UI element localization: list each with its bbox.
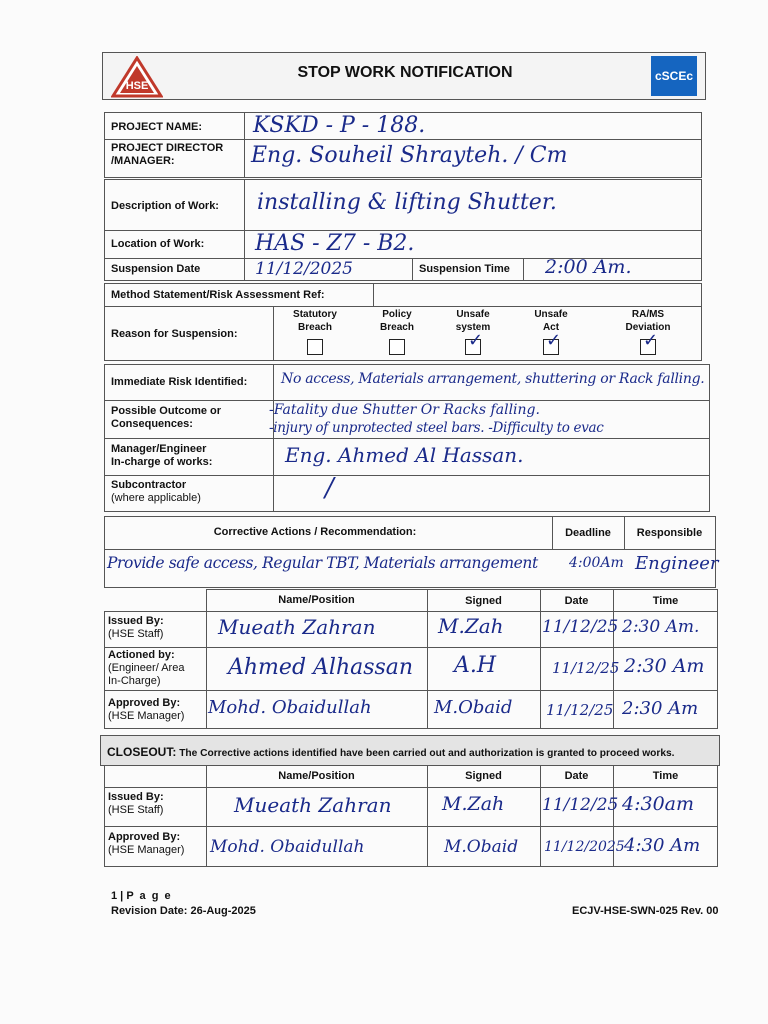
project-director-label: PROJECT DIRECTOR /MANAGER:: [111, 142, 224, 167]
closeout-col-date: Date: [564, 770, 589, 782]
col-time: Time: [652, 595, 679, 607]
outcome-value-1: -Fatality due Shutter Or Racks falling.: [269, 402, 540, 418]
responsible-header: Responsible: [636, 527, 703, 539]
check-mark-icon: ✓: [643, 330, 659, 351]
project-block: [104, 112, 702, 178]
header-bar: [102, 52, 706, 100]
location-value: HAS - Z7 - B2.: [255, 231, 415, 256]
statutory-checkbox[interactable]: [307, 339, 323, 355]
approved-by-name: Mohd. Obaidullah: [208, 697, 372, 718]
closeout-issued-by-name: Mueath Zahran: [234, 793, 392, 817]
policy-checkbox[interactable]: [389, 339, 405, 355]
closeout-approved-by-name: Mohd. Obaidullah: [210, 837, 365, 857]
description-value: installing & lifting Shutter.: [257, 190, 557, 215]
issued-by-label: Issued By: (HSE Staff): [108, 615, 164, 640]
closeout-issued-by-date: 11/12/25: [542, 795, 619, 815]
project-director-value: Eng. Souheil Shrayteh. / Cm: [251, 143, 568, 168]
corrective-responsible-value: Engineer: [635, 553, 719, 574]
hse-logo-text: HSE: [125, 80, 149, 92]
work-block: [104, 179, 702, 281]
project-name-value: KSKD - P - 188.: [253, 113, 426, 138]
subcontractor-value: /: [325, 473, 334, 503]
unsafe-system-checkbox[interactable]: [465, 330, 484, 355]
check-mark-icon: ✓: [546, 330, 562, 351]
outcome-label: Possible Outcome or Consequences:: [111, 405, 222, 430]
cscec-logo: [651, 56, 697, 96]
approved-by-time: 2:30 Am: [622, 698, 699, 719]
col-signed: Signed: [465, 595, 502, 607]
unsafe-act-checkbox[interactable]: [543, 330, 562, 355]
closeout-issued-by-label: Issued By: (HSE Staff): [108, 791, 164, 816]
closeout-approved-by-date: 11/12/2025: [544, 839, 625, 855]
subcontractor-label: Subcontractor (where applicable): [111, 479, 201, 504]
closeout-issued-by-signature: M.Zah: [442, 793, 505, 815]
suspension-time-value: 2:00 Am.: [545, 256, 632, 278]
closeout-col-name-position: Name/Position: [278, 770, 355, 782]
corrective-header: Corrective Actions / Recommendation:: [213, 526, 417, 538]
actioned-by-signature: A.H: [454, 653, 497, 678]
issued-by-name: Mueath Zahran: [218, 615, 376, 639]
cscec-logo-text: cSCEc: [654, 69, 694, 83]
immediate-risk-value: No access, Materials arrangement, shuttering or Rack falling.: [281, 371, 705, 387]
ra-ms-checkbox[interactable]: [640, 330, 659, 355]
col-date: Date: [564, 595, 589, 607]
closeout-table: [104, 765, 718, 867]
description-label: Description of Work:: [111, 200, 219, 212]
reason-block: [104, 283, 702, 361]
closeout-banner: [100, 735, 720, 766]
corrective-deadline-value: 4:00Am: [569, 555, 624, 571]
suspension-date-value: 11/12/2025: [255, 259, 353, 279]
page-title: STOP WORK NOTIFICATION: [297, 64, 513, 81]
col-name-position: Name/Position: [278, 594, 355, 606]
actioned-by-label: Actioned by: (Engineer/ Area In-Charge): [108, 649, 185, 687]
closeout-approved-by-label: Approved By: (HSE Manager): [108, 831, 185, 856]
suspension-time-label: Suspension Time: [419, 263, 510, 275]
manager-label: Manager/Engineer In-charge of works:: [111, 443, 213, 468]
closeout-issued-by-time: 4:30am: [622, 793, 695, 815]
suspension-date-label: Suspension Date: [111, 263, 201, 275]
approved-by-signature: M.Obaid: [434, 697, 513, 718]
issued-by-signature: M.Zah: [438, 614, 504, 638]
deadline-header: Deadline: [565, 527, 611, 539]
reason-option-unsafe-act: Unsafe Act ✓: [521, 308, 581, 355]
document-code: ECJV-HSE-SWN-025 Rev. 00: [572, 905, 719, 917]
location-label: Location of Work:: [111, 238, 205, 250]
closeout-text: CLOSEOUT: The Corrective actions identified have been carried out and authorization is granted to proceed works.: [107, 745, 675, 759]
outcome-value-2: -injury of unprotected steel bars. -Difficulty to evac: [269, 420, 604, 436]
revision-date: Revision Date: 26-Aug-2025: [111, 905, 256, 917]
actioned-by-name: Ahmed Alhassan: [228, 655, 414, 680]
issued-by-date: 11/12/25: [542, 617, 619, 637]
risk-block: [104, 364, 710, 512]
project-name-label: PROJECT NAME:: [111, 121, 203, 133]
closeout-approved-by-signature: M.Obaid: [444, 837, 519, 857]
actioned-by-time: 2:30 Am: [624, 655, 705, 677]
immediate-risk-label: Immediate Risk Identified:: [111, 376, 248, 388]
reason-option-policy: Policy Breach: [367, 308, 427, 355]
issued-by-time: 2:30 Am.: [622, 617, 700, 637]
approved-by-label: Approved By: (HSE Manager): [108, 697, 185, 722]
reason-option-unsafe-system: Unsafe system ✓: [443, 308, 503, 355]
sign-table: [104, 589, 718, 729]
reason-option-statutory: Statutory Breach: [285, 308, 345, 355]
approved-by-date: 11/12/25: [546, 701, 614, 719]
reason-option-ra-ms: RA/MS Deviation ✓: [618, 308, 678, 355]
reason-label: Reason for Suspension:: [111, 328, 238, 340]
page-number: 1 | P a g e: [111, 890, 173, 902]
method-statement-label: Method Statement/Risk Assessment Ref:: [111, 289, 325, 301]
actioned-by-date: 11/12/25: [552, 659, 620, 677]
closeout-col-time: Time: [652, 770, 679, 782]
corrective-action-value: Provide safe access, Regular TBT, Materials arrangement: [107, 554, 538, 572]
manager-value: Eng. Ahmed Al Hassan.: [285, 443, 524, 467]
corrective-block: [104, 516, 719, 588]
check-mark-icon: ✓: [468, 330, 484, 351]
closeout-approved-by-time: 4:30 Am: [624, 835, 701, 856]
closeout-col-signed: Signed: [465, 770, 502, 782]
